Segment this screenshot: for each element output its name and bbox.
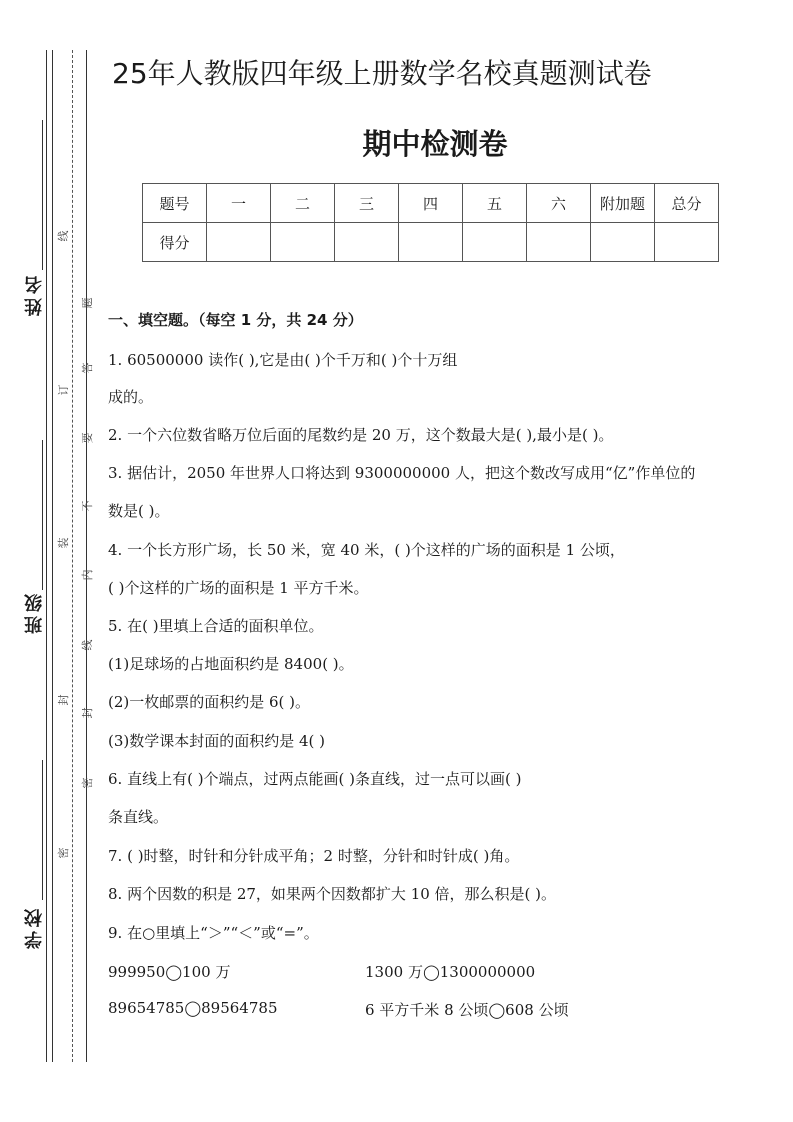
- question-line: 4. 一个长方形广场，长 50 米，宽 40 米，( )个这样的广场的面积是 1 公顷，: [108, 541, 625, 559]
- score-row-label: 得分: [143, 223, 207, 262]
- seal-char: 内: [81, 569, 94, 581]
- score-header-cell: 四: [399, 184, 463, 223]
- question-line: 5. 在( )里填上合适的面积单位。: [108, 617, 324, 635]
- score-cell[interactable]: [271, 223, 335, 262]
- compare-item: 999950◯100 万: [108, 963, 231, 981]
- seal-char: 题: [81, 297, 94, 309]
- seal-char: 密: [57, 847, 70, 859]
- question-line: 1. 60500000 读作( ),它是由( )个千万和( )个十万组: [108, 351, 458, 369]
- score-table-score-row: [143, 223, 719, 262]
- seal-char: 答: [81, 362, 94, 374]
- score-cell[interactable]: [399, 223, 463, 262]
- page-subtitle: 期中检测卷: [362, 127, 508, 161]
- section-heading: 一、填空题。（每空 1 分，共 24 分）: [108, 311, 363, 329]
- score-cell[interactable]: [655, 223, 719, 262]
- seal-char: 封: [57, 694, 70, 706]
- seal-char: 线: [81, 639, 94, 651]
- compare-item: 89654785◯89564785: [108, 999, 278, 1017]
- question-line: 成的。: [108, 388, 154, 406]
- score-header-cell: 题号: [143, 184, 207, 223]
- school-label: 学校: [24, 905, 45, 949]
- compare-item: 6 平方千米 8 公顷◯608 公顷: [365, 1001, 569, 1019]
- seal-char: 订: [57, 384, 70, 396]
- score-cell[interactable]: [463, 223, 527, 262]
- question-line: 条直线。: [108, 808, 169, 826]
- seal-char: 要: [81, 432, 94, 444]
- score-header-cell: 三: [335, 184, 399, 223]
- question-line: (1)足球场的占地面积约是 8400( )。: [108, 655, 354, 673]
- seal-char: 线: [57, 230, 70, 242]
- score-header-cell: 一: [207, 184, 271, 223]
- question-line: (3)数学课本封面的面积约是 4( ): [108, 732, 326, 750]
- seal-char: 封: [81, 707, 94, 719]
- question-line: 9. 在○里填上“＞”“＜”或“=”。: [108, 924, 319, 942]
- margin-line-right: [86, 50, 87, 1062]
- score-header-cell: 总分: [655, 184, 719, 223]
- score-header-cell: 二: [271, 184, 335, 223]
- score-table-header-row: [143, 184, 719, 223]
- question-line: 7. ( )时整，时针和分针成平角；2 时整，分针和时针成( )角。: [108, 847, 520, 865]
- margin-dashed-line: [72, 50, 73, 1062]
- question-line: (2)一枚邮票的面积约是 6( )。: [108, 693, 311, 711]
- score-cell[interactable]: [335, 223, 399, 262]
- score-cell[interactable]: [527, 223, 591, 262]
- class-label: 班级: [24, 590, 45, 634]
- question-line: ( )个这样的广场的面积是 1 平方千米。: [108, 579, 369, 597]
- seal-char: 密: [81, 777, 94, 789]
- score-table: [142, 183, 719, 262]
- margin-line-inner: [52, 50, 53, 1062]
- question-line: 3. 据估计，2050 年世界人口将达到 9300000000 人，把这个数改写成用“亿”作单位的: [108, 464, 696, 482]
- score-header-cell: 五: [463, 184, 527, 223]
- seal-char: 不: [81, 500, 94, 512]
- score-header-cell: 附加题: [591, 184, 655, 223]
- score-cell[interactable]: [591, 223, 655, 262]
- compare-item: 1300 万◯1300000000: [365, 963, 536, 981]
- class-blank-line: [42, 440, 43, 590]
- question-line: 8. 两个因数的积是 27，如果两个因数都扩大 10 倍，那么积是( )。: [108, 885, 557, 903]
- seal-char: 装: [57, 537, 70, 549]
- score-header-cell: 六: [527, 184, 591, 223]
- school-blank-line: [42, 760, 43, 900]
- question-line: 2. 一个六位数省略万位后面的尾数约是 20 万，这个数最大是( ),最小是( )。: [108, 426, 614, 444]
- question-line: 6. 直线上有( )个端点，过两点能画( )条直线，过一点可以画( ): [108, 770, 522, 788]
- name-label: 姓名: [24, 272, 45, 316]
- question-line: 数是( )。: [108, 502, 170, 520]
- score-cell[interactable]: [207, 223, 271, 262]
- page-title: 25年人教版四年级上册数学名校真题测试卷: [112, 57, 652, 90]
